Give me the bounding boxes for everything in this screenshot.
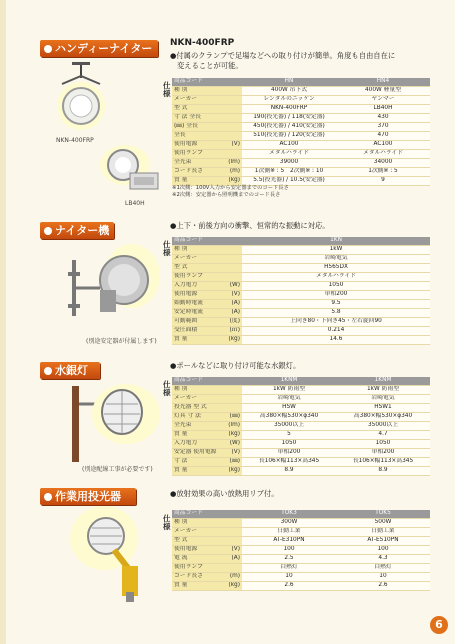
table-cell: 使用電源 bbox=[172, 141, 220, 150]
table-cell: (m) bbox=[220, 573, 242, 582]
table-cell: HSW1 bbox=[336, 404, 430, 413]
spec-row bbox=[172, 318, 430, 327]
note-line: ※1次側：100V入力から安定器までのコード長さ bbox=[172, 185, 289, 191]
table-cell: 39000 bbox=[242, 159, 336, 168]
header-cell: 商品コード bbox=[172, 78, 220, 87]
spec-header-row bbox=[172, 237, 430, 246]
table-cell: 安定器 使用電源 bbox=[172, 449, 220, 458]
spec-header-row bbox=[172, 510, 430, 519]
table-cell: 0.214 bbox=[242, 327, 430, 336]
header-cell: 1KNM bbox=[336, 377, 430, 386]
photo-caption: NKN-400FRP bbox=[56, 137, 94, 144]
header-cell: HN4 bbox=[336, 78, 430, 87]
table-cell: 8.9 bbox=[242, 467, 336, 476]
table-cell bbox=[220, 132, 242, 141]
table-cell: 500W bbox=[336, 519, 430, 528]
spec-row bbox=[172, 141, 430, 150]
table-cell: 430 bbox=[336, 114, 430, 123]
table-cell bbox=[220, 519, 242, 528]
table-cell: 日動工業 bbox=[242, 528, 336, 537]
table-cell: HSW bbox=[242, 404, 336, 413]
table-cell: 型 式 bbox=[172, 537, 220, 546]
spec-row bbox=[172, 573, 430, 582]
spec-row bbox=[172, 96, 430, 105]
spec-row bbox=[172, 159, 430, 168]
table-cell: (A) bbox=[220, 300, 242, 309]
table-cell: 400W 軽量型 bbox=[336, 87, 430, 96]
spec-row bbox=[172, 564, 430, 573]
table-cell: 5.8 bbox=[242, 309, 430, 318]
header-cell: 商品コード bbox=[172, 237, 220, 246]
table-cell: 型 式 bbox=[172, 105, 220, 114]
spec-row bbox=[172, 255, 430, 264]
section-description bbox=[170, 489, 440, 499]
spec-row bbox=[172, 467, 430, 476]
spec-row bbox=[172, 413, 430, 422]
banner-dot-icon bbox=[44, 45, 52, 53]
spec-table-work-floodlight bbox=[172, 510, 430, 591]
desc-line: ●付属のクランプで足場などへの取り付けが簡単。角度も自由自在に bbox=[170, 51, 396, 60]
spec-row bbox=[172, 105, 430, 114]
header-cell: TOK5 bbox=[336, 510, 430, 519]
spec-row bbox=[172, 582, 430, 591]
spec-row bbox=[172, 123, 430, 132]
spec-row bbox=[172, 114, 430, 123]
table-cell bbox=[220, 404, 242, 413]
table-cell: 300W bbox=[242, 519, 336, 528]
table-cell: 10 bbox=[336, 573, 430, 582]
table-cell bbox=[220, 395, 242, 404]
table-cell: (kg) bbox=[220, 582, 242, 591]
table-cell: 種 別 bbox=[172, 519, 220, 528]
table-cell: (kg) bbox=[220, 467, 242, 476]
spec-table-nighter bbox=[172, 237, 430, 345]
spec-row bbox=[172, 273, 430, 282]
banner-text: ナイター機 bbox=[55, 224, 110, 237]
table-cell bbox=[220, 78, 242, 87]
nighter-photo bbox=[60, 240, 160, 324]
table-cell: 始動時電流 bbox=[172, 300, 220, 309]
table-cell bbox=[220, 510, 242, 519]
table-cell: メーカー bbox=[172, 96, 220, 105]
banner-text: ハンディーナイター bbox=[55, 42, 153, 55]
spec-header-row bbox=[172, 78, 430, 87]
table-cell: (度) bbox=[220, 318, 242, 327]
table-cell: (lm) bbox=[220, 159, 242, 168]
table-cell bbox=[220, 255, 242, 264]
table-cell: 質 量 bbox=[172, 431, 220, 440]
spec-row bbox=[172, 440, 430, 449]
spec-row bbox=[172, 132, 430, 141]
table-cell bbox=[220, 264, 242, 273]
desc-line: ●放射効果の高い放熱用リブ付。 bbox=[170, 489, 279, 498]
spec-label: 仕様 bbox=[163, 81, 171, 98]
table-cell: 使用電源 bbox=[172, 291, 220, 300]
spec-row bbox=[172, 431, 430, 440]
spec-row bbox=[172, 291, 430, 300]
banner-dot-icon bbox=[44, 227, 52, 235]
table-cell: 岩崎電気 bbox=[336, 395, 430, 404]
table-cell: 使用ランプ bbox=[172, 564, 220, 573]
spec-row bbox=[172, 395, 430, 404]
table-cell: AC100 bbox=[336, 141, 430, 150]
table-cell: 34000 bbox=[336, 159, 430, 168]
table-cell: (A) bbox=[220, 309, 242, 318]
table-cell: 岩崎電気 bbox=[242, 395, 336, 404]
table-cell: AT-E310PN bbox=[242, 537, 336, 546]
table-cell: 単相200 bbox=[242, 291, 430, 300]
spec-label: 仕様 bbox=[163, 380, 171, 397]
table-cell bbox=[220, 246, 242, 255]
table-cell bbox=[220, 273, 242, 282]
section-banner-mercury-lamp bbox=[40, 362, 100, 379]
section-banner-nighter bbox=[40, 222, 114, 239]
header-cell: HN bbox=[242, 78, 336, 87]
spec-row bbox=[172, 546, 430, 555]
table-cell: 4.3 bbox=[336, 555, 430, 564]
table-cell bbox=[220, 114, 242, 123]
table-cell: (kg) bbox=[220, 336, 242, 345]
table-cell bbox=[220, 123, 242, 132]
header-cell: 1KNM bbox=[242, 377, 336, 386]
table-cell: (W) bbox=[220, 440, 242, 449]
table-cell: 400W 吊下式 bbox=[242, 87, 336, 96]
table-cell: 質 量 bbox=[172, 582, 220, 591]
table-cell: (V) bbox=[220, 141, 242, 150]
table-cell bbox=[220, 564, 242, 573]
table-cell: 1kW bbox=[242, 246, 430, 255]
banner-text: 作業用投光器 bbox=[55, 490, 121, 503]
header-cell: 商品コード bbox=[172, 377, 220, 386]
table-cell: 入力電力 bbox=[172, 440, 220, 449]
table-cell: 投光器 型 式 bbox=[172, 404, 220, 413]
table-cell: 長106×幅113×高345 bbox=[336, 458, 430, 467]
table-cell: 寸 法 全長 bbox=[172, 114, 220, 123]
spec-table-handy-nighter bbox=[172, 78, 430, 186]
table-cell: 2.5 bbox=[242, 555, 336, 564]
spec-label: 仕様 bbox=[163, 240, 171, 257]
page-number: 6 bbox=[430, 616, 448, 634]
table-cell: 5.5(投光器) / 10.5(安定器) bbox=[242, 177, 336, 186]
table-cell: (m) bbox=[220, 168, 242, 177]
spec-notes bbox=[172, 185, 289, 199]
spec-row bbox=[172, 87, 430, 96]
spec-row bbox=[172, 300, 430, 309]
table-cell: 510(投光器) / 120(安定器) bbox=[242, 132, 336, 141]
table-cell: 全長 bbox=[172, 132, 220, 141]
desc-line: ●ポールなどに取り付け可能な水銀灯。 bbox=[170, 361, 301, 370]
table-cell: 100 bbox=[336, 546, 430, 555]
table-cell: H565DX bbox=[242, 264, 430, 273]
header-cell: 商品コード bbox=[172, 510, 220, 519]
spec-row bbox=[172, 150, 430, 159]
table-cell: 9 bbox=[336, 177, 430, 186]
table-cell: 使用電源 bbox=[172, 546, 220, 555]
spec-row bbox=[172, 449, 430, 458]
table-cell: レンタルのニッケン bbox=[242, 96, 336, 105]
table-cell bbox=[220, 150, 242, 159]
table-cell: (kg) bbox=[220, 177, 242, 186]
table-cell: NKN-400FRP bbox=[242, 105, 336, 114]
table-cell: 1kW 防雨型 bbox=[336, 386, 430, 395]
table-cell: 型 式 bbox=[172, 264, 220, 273]
table-cell: 電 流 bbox=[172, 555, 220, 564]
product-title: NKN-400FRP bbox=[170, 38, 235, 48]
table-cell: (V) bbox=[220, 546, 242, 555]
table-cell bbox=[220, 105, 242, 114]
table-cell: 4.7 bbox=[336, 431, 430, 440]
banner-dot-icon bbox=[44, 493, 52, 501]
spec-label: 仕様 bbox=[163, 514, 171, 531]
table-cell: (lm) bbox=[220, 422, 242, 431]
table-cell: 190(投光器) / 118(安定器) bbox=[242, 114, 336, 123]
table-cell: 2.6 bbox=[242, 582, 336, 591]
spec-row bbox=[172, 309, 430, 318]
spec-row bbox=[172, 458, 430, 467]
table-cell: 灯具 寸 法 bbox=[172, 413, 220, 422]
table-cell: 単相200 bbox=[336, 449, 430, 458]
table-cell: 35000以上 bbox=[242, 422, 336, 431]
table-cell: 370 bbox=[336, 123, 430, 132]
table-cell: 使用ランプ bbox=[172, 150, 220, 159]
table-cell: (A) bbox=[220, 555, 242, 564]
spec-row bbox=[172, 555, 430, 564]
table-cell: 14.6 bbox=[242, 336, 430, 345]
table-cell: 高380×幅530×φ340 bbox=[336, 413, 430, 422]
lb40h-photo bbox=[100, 143, 162, 195]
photo-caption: (別途配線工事が必要です) bbox=[82, 466, 153, 473]
desc-line: ●上下・前後方向の衝撃、恒常的な振動に対応。 bbox=[170, 221, 330, 230]
table-cell: 1050 bbox=[242, 440, 336, 449]
spec-row bbox=[172, 168, 430, 177]
table-cell: (㎜) 全長 bbox=[172, 123, 220, 132]
mercury-lamp-photo bbox=[62, 380, 162, 462]
table-cell: 1050 bbox=[242, 282, 430, 291]
table-cell: 岩崎電気 bbox=[242, 255, 430, 264]
table-cell: 白熱灯 bbox=[336, 564, 430, 573]
table-cell: (㎜) bbox=[220, 413, 242, 422]
table-cell: 単相200 bbox=[242, 449, 336, 458]
table-cell: 1050 bbox=[336, 440, 430, 449]
table-cell: 上向き80・下向き45・左右旋回90 bbox=[242, 318, 430, 327]
table-cell bbox=[220, 96, 242, 105]
table-cell: 全光束 bbox=[172, 159, 220, 168]
table-cell: コード長さ bbox=[172, 573, 220, 582]
table-cell: 種 別 bbox=[172, 386, 220, 395]
table-cell: 質 量 bbox=[172, 177, 220, 186]
table-cell: 10 bbox=[242, 573, 336, 582]
table-cell: 質 量 bbox=[172, 336, 220, 345]
page-strip bbox=[0, 0, 6, 644]
table-cell bbox=[220, 377, 242, 386]
table-cell bbox=[220, 537, 242, 546]
desc-line: 変えることが可能。 bbox=[177, 61, 243, 70]
table-cell: 受圧面積 bbox=[172, 327, 220, 336]
table-cell: 種 別 bbox=[172, 246, 220, 255]
banner-dot-icon bbox=[44, 367, 52, 375]
note-line: ※2次側：安定器から照明機までのコード長さ bbox=[172, 192, 281, 198]
header-cell: TOK3 bbox=[242, 510, 336, 519]
table-cell: 1次側※ : 5 bbox=[336, 168, 430, 177]
table-cell: LB40H bbox=[336, 105, 430, 114]
table-cell: AC100 bbox=[242, 141, 336, 150]
spec-row bbox=[172, 386, 430, 395]
table-cell: メタルハライド bbox=[242, 273, 430, 282]
table-cell: 9.5 bbox=[242, 300, 430, 309]
spec-row bbox=[172, 404, 430, 413]
table-cell: 白熱灯 bbox=[242, 564, 336, 573]
table-cell: (㎜) bbox=[220, 458, 242, 467]
table-cell: メタルハライド bbox=[242, 150, 336, 159]
spec-row bbox=[172, 264, 430, 273]
table-cell: 使用ランプ bbox=[172, 273, 220, 282]
table-cell: 1kW 防雨型 bbox=[242, 386, 336, 395]
table-cell: メーカー bbox=[172, 395, 220, 404]
table-cell bbox=[220, 386, 242, 395]
spec-header-row bbox=[172, 377, 430, 386]
spec-row bbox=[172, 528, 430, 537]
table-cell: 450(投光器) / 410(安定器) bbox=[242, 123, 336, 132]
spec-row bbox=[172, 422, 430, 431]
table-cell: 8.9 bbox=[336, 467, 430, 476]
spec-row bbox=[172, 537, 430, 546]
section-banner-work-floodlight bbox=[40, 488, 136, 505]
spec-row bbox=[172, 519, 430, 528]
table-cell: (V) bbox=[220, 291, 242, 300]
table-cell: 長106×幅113×高345 bbox=[242, 458, 336, 467]
table-cell: 470 bbox=[336, 132, 430, 141]
table-cell: 質 量 bbox=[172, 467, 220, 476]
work-floodlight-photo bbox=[70, 506, 160, 604]
table-cell bbox=[220, 237, 242, 246]
table-cell: (㎡) bbox=[220, 327, 242, 336]
nkn-400frp-photo bbox=[52, 62, 110, 134]
table-cell: 35000以上 bbox=[336, 422, 430, 431]
spec-row bbox=[172, 282, 430, 291]
section-description bbox=[170, 51, 440, 71]
table-cell: (W) bbox=[220, 282, 242, 291]
header-cell: 1KN bbox=[242, 237, 430, 246]
table-cell: 入力電力 bbox=[172, 282, 220, 291]
table-cell: コード長さ bbox=[172, 168, 220, 177]
spec-table-mercury-lamp bbox=[172, 377, 430, 476]
table-cell: (V) bbox=[220, 449, 242, 458]
section-banner-handy-nighter bbox=[40, 40, 158, 57]
table-cell: 100 bbox=[242, 546, 336, 555]
spec-row bbox=[172, 336, 430, 345]
table-cell: メーカー bbox=[172, 528, 220, 537]
table-cell: ヤンマー bbox=[336, 96, 430, 105]
table-cell: (kg) bbox=[220, 431, 242, 440]
photo-caption: LB40H bbox=[125, 200, 145, 207]
section-description bbox=[170, 361, 440, 371]
table-cell: 日動工業 bbox=[336, 528, 430, 537]
banner-text: 水銀灯 bbox=[55, 364, 88, 377]
table-cell bbox=[220, 87, 242, 96]
table-cell: メタルハライド bbox=[336, 150, 430, 159]
photo-caption: (別途安定器が付属します) bbox=[86, 338, 157, 345]
section-description bbox=[170, 221, 440, 231]
table-cell: 2.6 bbox=[336, 582, 430, 591]
spec-row bbox=[172, 327, 430, 336]
table-cell: 高380×幅530×φ340 bbox=[242, 413, 336, 422]
spec-row bbox=[172, 246, 430, 255]
table-cell: 5 bbox=[242, 431, 336, 440]
table-cell bbox=[220, 528, 242, 537]
table-cell: メーカー bbox=[172, 255, 220, 264]
table-cell: 安定時電流 bbox=[172, 309, 220, 318]
table-cell: 全光束 bbox=[172, 422, 220, 431]
table-cell: 可動範囲 bbox=[172, 318, 220, 327]
table-cell: 種 別 bbox=[172, 87, 220, 96]
table-cell: 1次側※ : 5 2次側※ : 10 bbox=[242, 168, 336, 177]
table-cell: 寸 法 bbox=[172, 458, 220, 467]
table-cell: AT-E510PN bbox=[336, 537, 430, 546]
